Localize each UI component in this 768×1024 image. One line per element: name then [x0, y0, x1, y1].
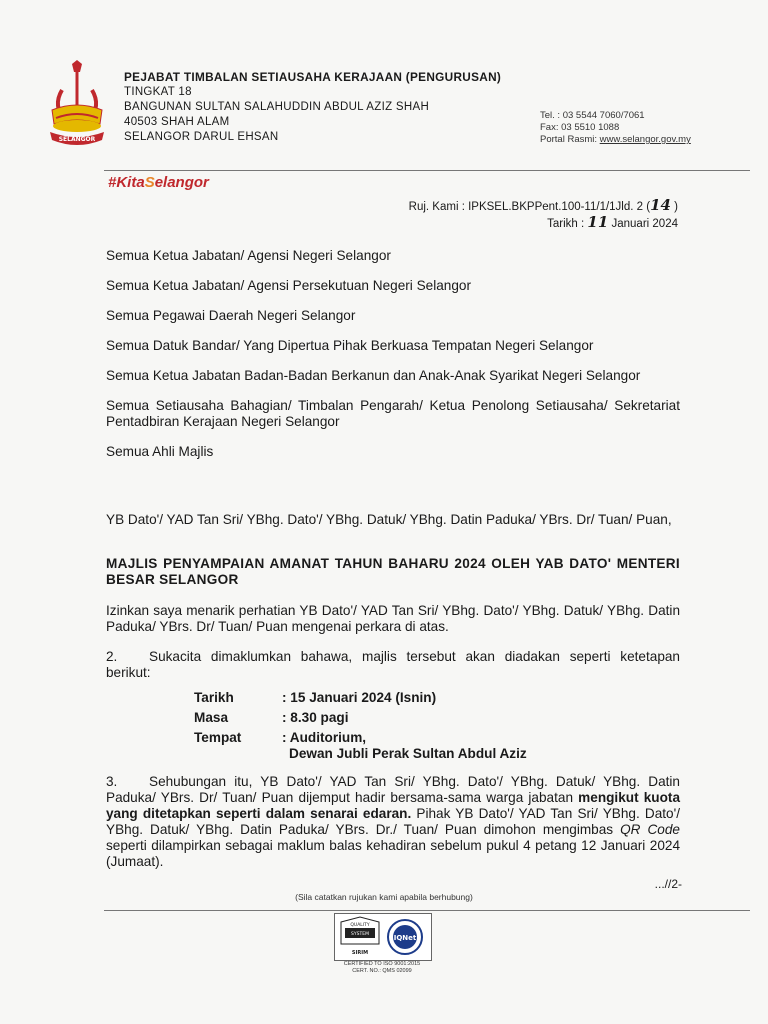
letterhead-contact: [540, 110, 691, 146]
detail-value-line: Dewan Jubli Perak Sultan Abdul Aziz: [289, 746, 527, 761]
badge-iqnet-text: IQNet: [393, 934, 417, 942]
portal-label: Portal Rasmi:: [540, 134, 598, 145]
header-divider: [104, 170, 750, 171]
detail-label: Tempat: [194, 730, 242, 745]
letter-subject: MAJLIS PENYAMPAIAN AMANAT TAHUN BAHARU 2024 OLEH YAB DATO' MENTERI BESAR SELANGOR: [106, 556, 680, 587]
address-line: SELANGOR DARUL EHSAN: [124, 131, 279, 143]
date-month-year: Januari 2024: [611, 218, 678, 230]
paragraph-3-text: Pihak YB Dato'/ YAD Tan Sri/ YBhg. Dato'/ YBhg. Datuk/ YBhg. Datin Paduka/ YBrs. Dr./ Tuan/ Puan dimohon mengimbas: [106, 806, 680, 837]
recipient-item: Semua Ketua Jabatan/ Agensi Persekutuan Negeri Selangor: [106, 278, 472, 293]
portal-link[interactable]: www.selangor.gov.my: [599, 134, 691, 145]
paragraph-3-text: seperti dilampirkan sebagai maklum balas kehadiran sebelum pukul 4 petang 12 Januari 2024 (Jumaat).: [106, 838, 680, 869]
recipient-item: Semua Setiausaha Bahagian/ Timbalan Pengarah/ Ketua Penolong Setiausaha/ Sekretariat Pentadbiran Kerajaan Negeri Selangor: [106, 398, 680, 429]
portal-line: [540, 134, 691, 146]
salutation: YB Dato'/ YAD Tan Sri/ YBhg. Dato'/ YBhg. Datuk/ YBhg. Datin Paduka/ YBrs. Dr/ Tuan/ Puan,: [106, 512, 672, 527]
detail-value: : 15 Januari 2024 (Isnin): [282, 690, 437, 705]
paragraph-2: [106, 649, 680, 681]
paragraph-3: [106, 774, 680, 870]
hashtag-logo: [108, 174, 209, 191]
detail-row: [194, 708, 527, 728]
date-handwritten-day: 11: [587, 213, 609, 231]
certification-line: CERT. NO.: QMS 02099: [352, 967, 412, 974]
certification-badges: [334, 913, 432, 961]
paragraph-2-text: Sukacita dimaklumkan bahawa, majlis tersebut akan diadakan seperti ketetapan berikut:: [106, 649, 680, 680]
recipient-item: Semua Ahli Majlis: [106, 444, 214, 459]
tel-number: Tel. : 03 5544 7060/7061: [540, 110, 645, 121]
badge-sirim-text: SIRIM: [351, 950, 369, 956]
reference-suffix: ): [674, 201, 678, 213]
recipient-item: Semua Ketua Jabatan Badan-Badan Berkanun dan Anak-Anak Syarikat Negeri Selangor: [106, 368, 641, 383]
paragraph-3-bold: mengikut kuota yang ditetapkan seperti dalam senarai edaran.: [106, 790, 681, 821]
fax-number: Fax: 03 5510 1088: [540, 122, 620, 133]
event-details: [194, 688, 527, 764]
certification-line: CERTIFIED TO ISO 9001:2015: [343, 961, 421, 967]
paragraph-number: 3.: [106, 774, 118, 789]
recipient-item: Semua Datuk Bandar/ Yang Dipertua Pihak Berkuasa Tempatan Negeri Selangor: [106, 338, 594, 353]
certification-text: [320, 961, 444, 974]
footer-note: (Sila catatkan rujukan kami apabila berhubung): [295, 892, 473, 902]
detail-value-line: : Auditorium,: [282, 730, 367, 745]
reference-prefix: Ruj. Kami : IPKSEL.BKPPent.100-11/1/1Jld. 2 (: [408, 201, 651, 213]
crest-banner-text: SELANGOR: [58, 136, 96, 143]
recipient-item: Semua Pegawai Daerah Negeri Selangor: [106, 308, 356, 323]
footer-divider: [104, 910, 750, 911]
letterhead-organization: [124, 70, 501, 145]
detail-row: [194, 728, 527, 764]
badge-system-text: SYSTEM: [351, 932, 369, 937]
next-page-indicator: ...//2-: [654, 877, 682, 891]
hashtag-suffix: elangor: [154, 174, 209, 191]
address-line: TINGKAT 18: [124, 86, 192, 98]
detail-label: Tarikh: [194, 690, 234, 705]
selangor-crest-logo: [42, 60, 112, 154]
hashtag-s-glyph: S: [144, 174, 155, 191]
address-line: BANGUNAN SULTAN SALAHUDDIN ABDUL AZIZ SHAH: [124, 101, 430, 113]
letter-date: [409, 215, 678, 232]
address-line: 40503 SHAH ALAM: [124, 116, 230, 128]
reference-handwritten-number: 14: [650, 196, 671, 214]
badge-quality-text: QUALITY: [350, 923, 370, 928]
org-name: PEJABAT TIMBALAN SETIAUSAHA KERAJAAN (PENGURUSAN): [124, 70, 502, 84]
paragraph-1: Izinkan saya menarik perhatian YB Dato'/ YAD Tan Sri/ YBhg. Dato'/ YBhg. Datuk/ YBhg. Datin Paduka/ YBrs. Dr/ Tuan/ Puan mengenai perkara di atas.: [106, 603, 680, 634]
reference-number: [409, 198, 678, 215]
paragraph-3-italic: QR Code: [620, 822, 680, 837]
hashtag-prefix: #Kita: [108, 174, 145, 191]
reference-block: [409, 198, 678, 232]
paragraph-3-text: Sehubungan itu, YB Dato'/ YAD Tan Sri/ YBhg. Dato'/ YBhg. Datuk/ YBhg. Datin Paduka/ YBrs. Dr/ Tuan/ Puan dijemput hadir bersama-sama warga jabatan: [106, 774, 680, 805]
detail-value: : 8.30 pagi: [282, 710, 349, 725]
paragraph-number: 2.: [106, 649, 118, 664]
recipient-list: [106, 248, 680, 474]
detail-value: [282, 728, 527, 764]
recipient-item: Semua Ketua Jabatan/ Agensi Negeri Selangor: [106, 248, 391, 263]
detail-row: [194, 688, 527, 708]
detail-label: Masa: [194, 710, 229, 725]
date-label: Tarikh :: [547, 218, 585, 230]
